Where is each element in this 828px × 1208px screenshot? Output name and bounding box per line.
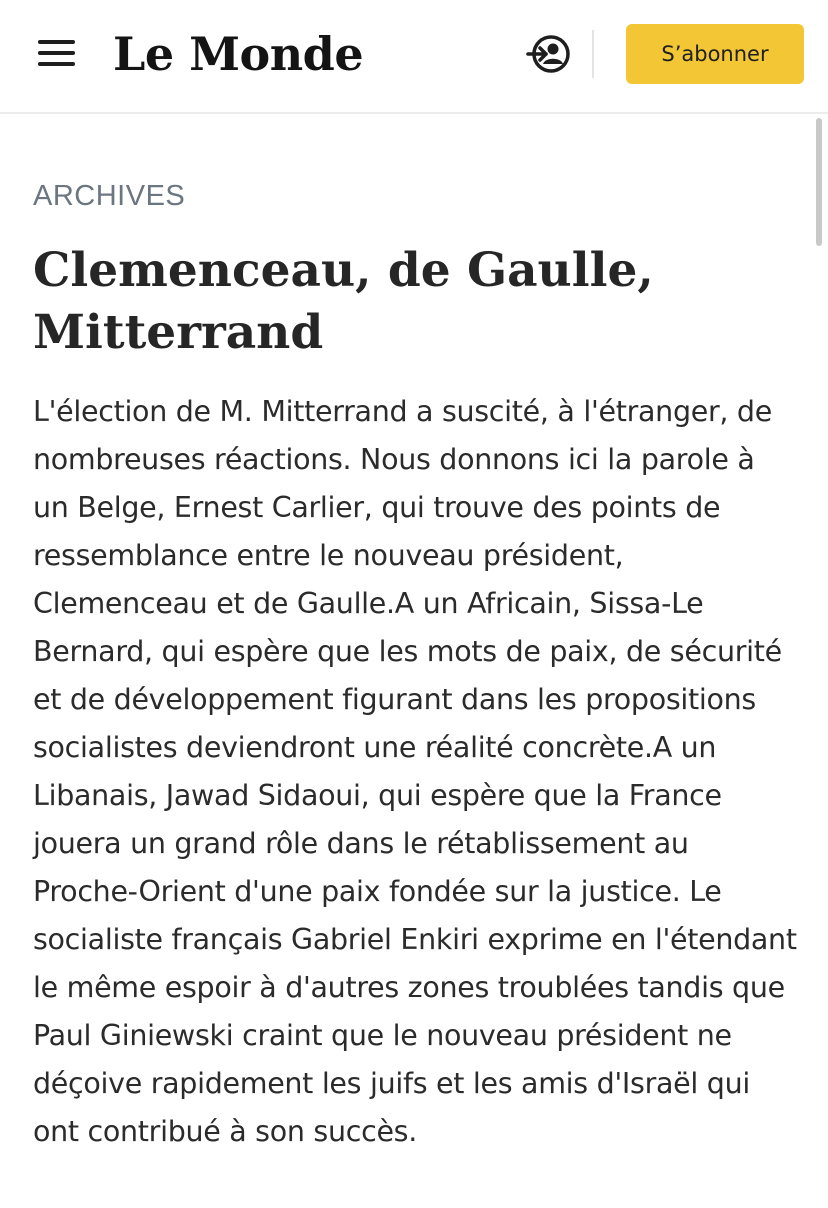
subscribe-button[interactable]: S’abonner: [626, 24, 804, 84]
header-divider: [592, 30, 594, 78]
le-monde-logo[interactable]: Le Monde: [113, 27, 364, 81]
menu-bar: [38, 51, 75, 55]
user-login-icon[interactable]: [526, 32, 572, 76]
site-header: [0, 0, 828, 114]
section-kicker[interactable]: ARCHIVES: [33, 180, 186, 212]
article-lede: L'élection de M. Mitterrand a suscité, à l'étranger, de nombreuses réactions. Nous donnons ici la parole à un Belge, Ernest Carlier, qui trouve des points de ressemblance entre le nouveau président, Clemenceau et de Gaulle.A un Africain, Sissa-Le Bernard, qui espère que les mots de paix, de sécurité et de développement figurant dans les propositions socialistes deviendront une réalité concrète.A un Libanais, Jawad Sidaoui, qui espère que la France jouera un grand rôle dans le rétablissement au Proche-Orient d'une paix fondée sur la justice. Le socialiste français Gabriel Enkiri exprime en l'étendant le même espoir à d'autres zones troublées tandis que Paul Giniewski craint que le nouveau président ne déçoive rapidement les juifs et les amis d'Israël qui ont contribué à son succès.: [33, 395, 797, 1148]
hamburger-menu-icon[interactable]: [38, 40, 75, 66]
menu-bar: [38, 62, 75, 66]
scrollbar-thumb[interactable]: [816, 118, 822, 246]
menu-bar: [38, 40, 75, 44]
article-title: Clemenceau, de Gaulle, Mitterrand: [33, 243, 654, 360]
